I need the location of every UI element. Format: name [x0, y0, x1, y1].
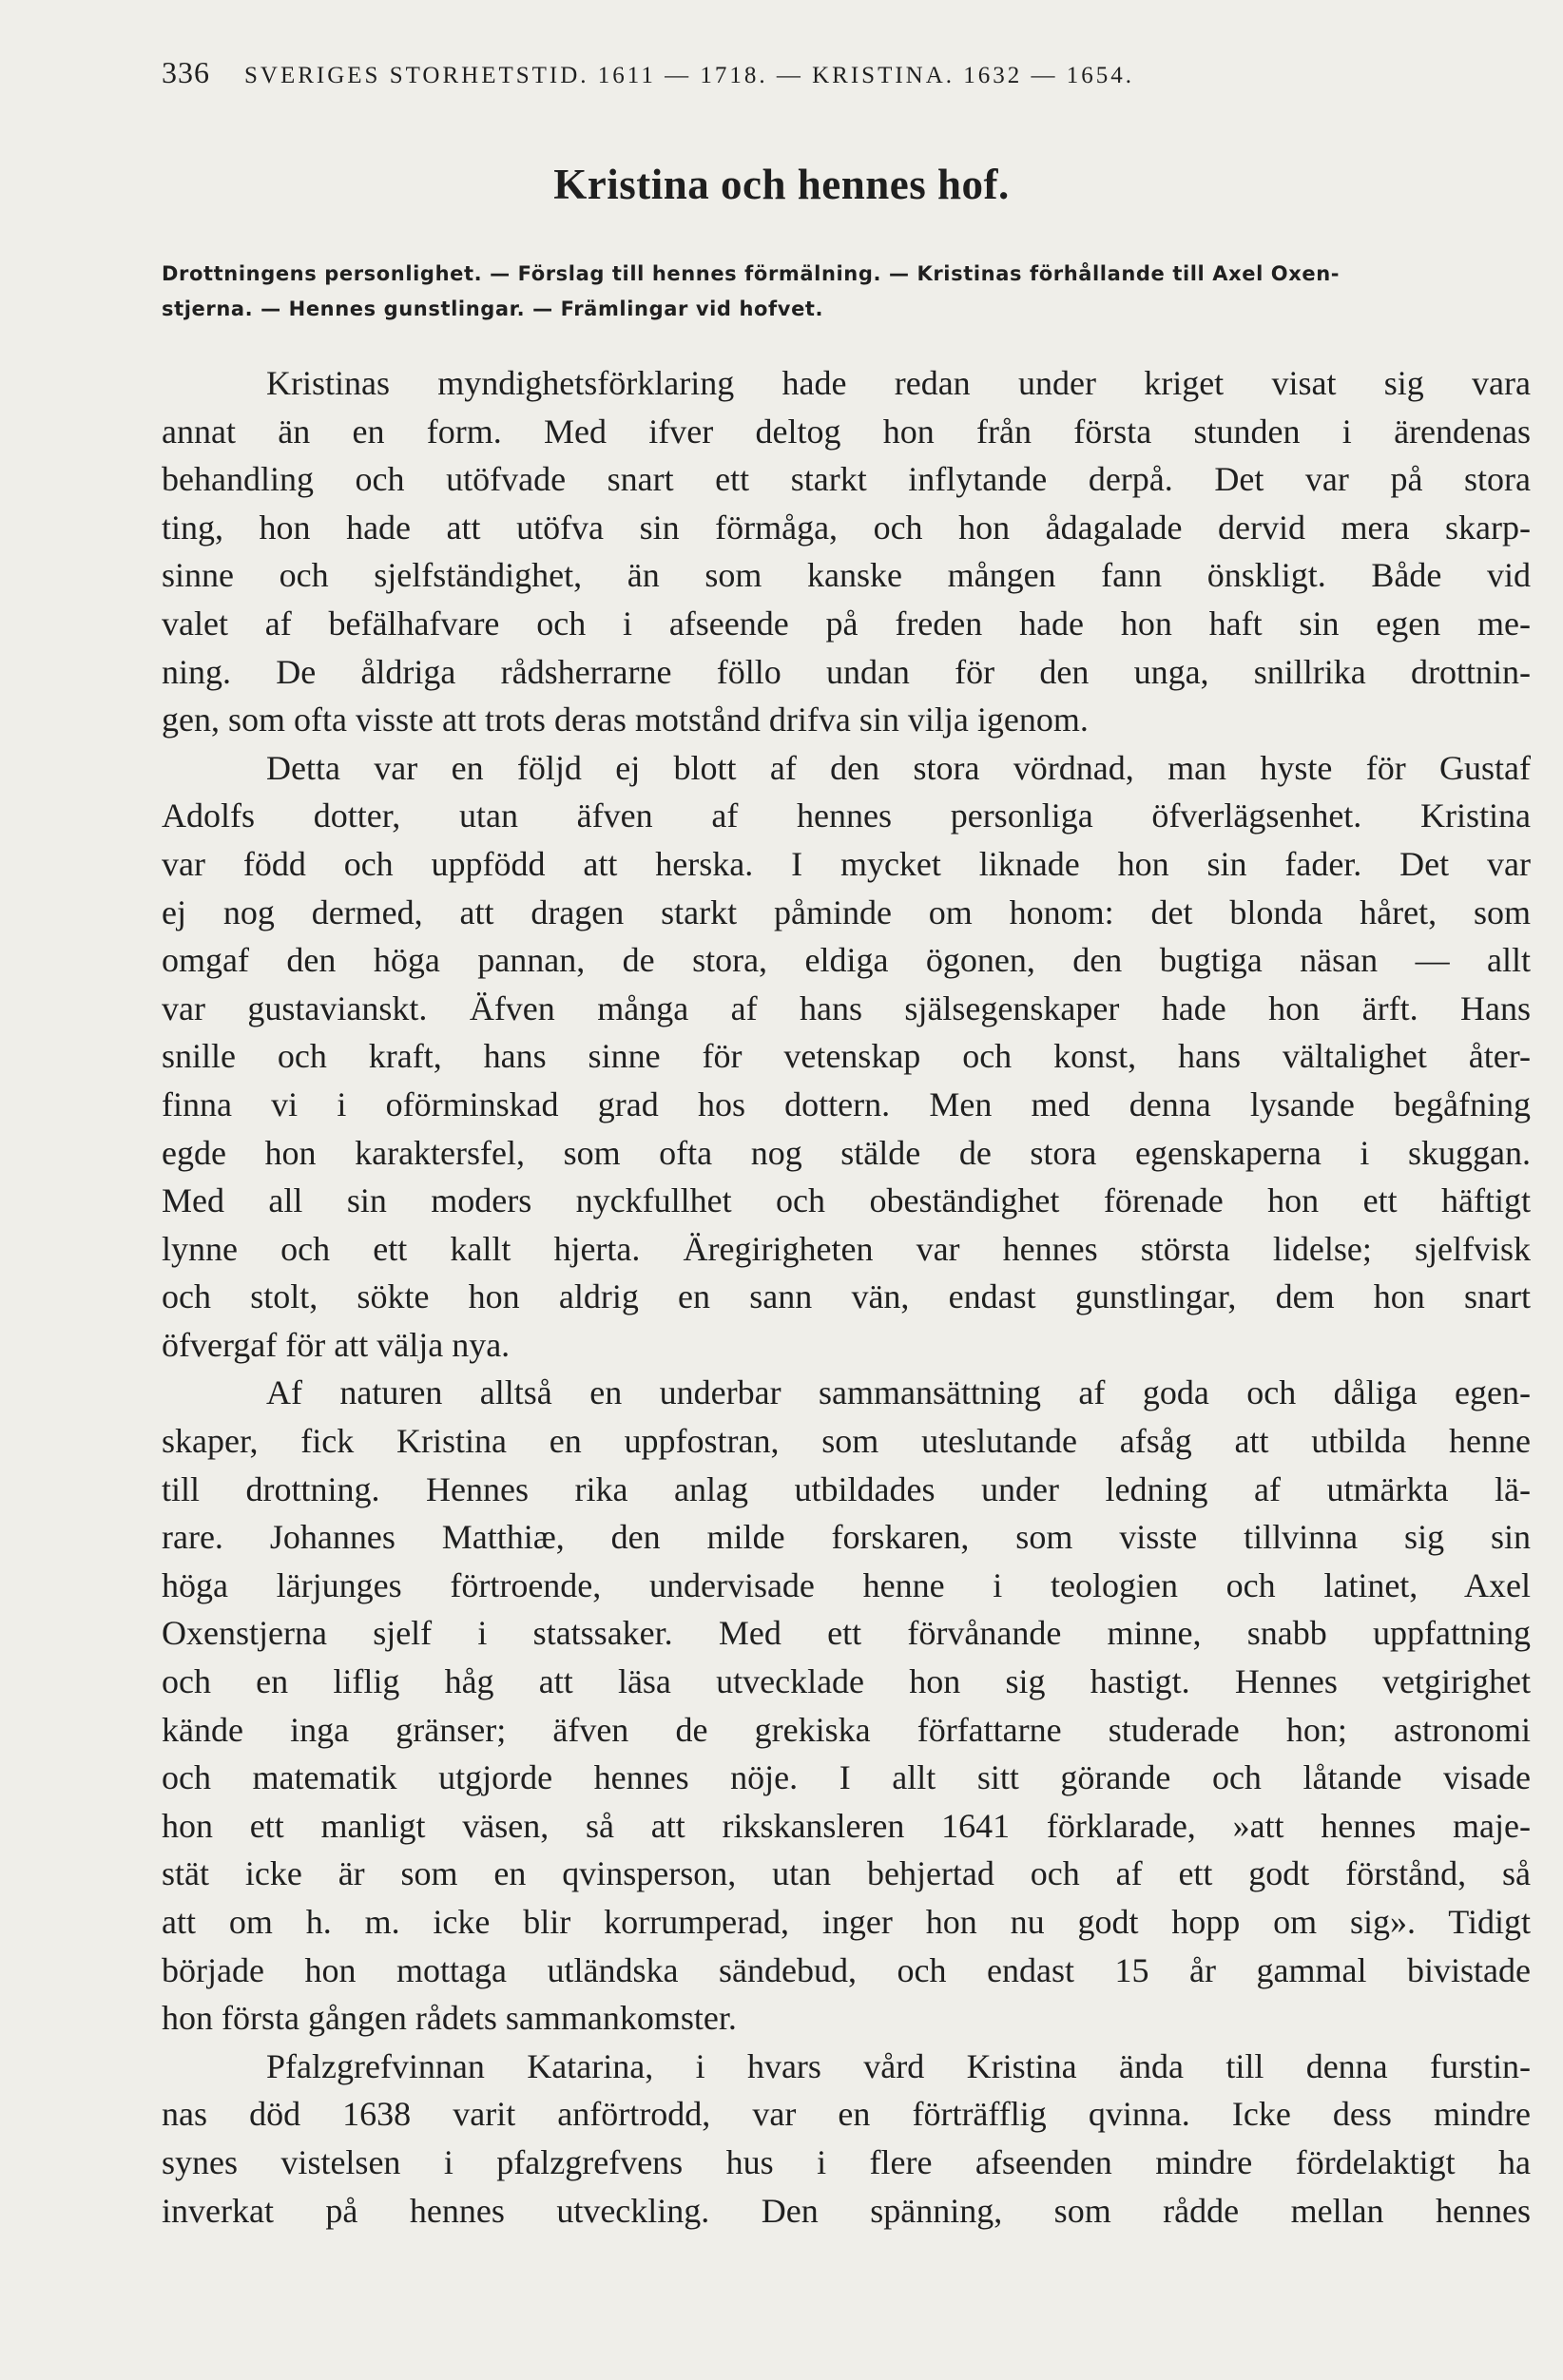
running-head — [162, 55, 1464, 93]
text-line: finna vi i oförminskad grad hos dottern. Men med denna lysande begåfning — [162, 1084, 1531, 1123]
text-line: Kristinas myndighetsförklaring hade redan under kriget visat sig vara — [266, 364, 1531, 402]
text-line: Pfalzgrefvinnan Katarina, i hvars vård Kristina ända till denna furstin- — [266, 2046, 1531, 2085]
summary-line: stjerna. — Hennes gunstlingar. — Främlingar vid hofvet. — [162, 298, 824, 320]
text-line: att om h. m. icke blir korrumperad, inger hon nu godt hopp om sig». Tidigt — [162, 1903, 1531, 1941]
text-line: och stolt, sökte hon aldrig en sann vän, endast gunstlingar, dem hon snart — [162, 1277, 1531, 1316]
text-line: skaper, fick Kristina en uppfostran, som uteslutande afsåg att utbilda henne — [162, 1422, 1531, 1461]
text-line: började hon mottaga utländska sändebud, och endast 15 år gammal bivistade — [162, 1950, 1531, 1989]
text-line: inverkat på hennes utveckling. Den spänning, som rådde mellan hennes — [162, 2191, 1531, 2230]
text-line: nas död 1638 varit anförtrodd, var en förträfflig qvinna. Icke dess mindre — [162, 2095, 1531, 2134]
page-number: 336 — [162, 55, 210, 89]
text-line: rare. Johannes Matthiæ, den milde forskaren, som visste tillvinna sig sin — [162, 1518, 1531, 1557]
text-line: kände inga gränser; äfven de grekiska författarne studerade hon; astronomi — [162, 1710, 1531, 1749]
running-title: SVERIGES STORHETSTID. 1611 — 1718. — KRISTINA. 1632 — 1654. — [244, 63, 1135, 88]
text-line: hon första gången rådets sammankomster. — [162, 1999, 737, 2038]
text-line: och matematik utgjorde hennes nöje. I allt sitt görande och låtande visade — [162, 1758, 1531, 1797]
text-line: Oxenstjerna sjelf i statssaker. Med ett förvånande minne, snabb uppfattning — [162, 1614, 1531, 1653]
text-line: ting, hon hade att utöfva sin förmåga, och hon ådagalade dervid mera skarp- — [162, 508, 1531, 547]
text-line: öfvergaf för att välja nya. — [162, 1325, 511, 1364]
text-line: behandling och utöfvade snart ett starkt inflytande derpå. Det var på stora — [162, 460, 1531, 499]
text-line: egde hon karaktersfel, som ofta nog stälde de stora egenskaperna i skuggan. — [162, 1133, 1531, 1172]
text-line: stät icke är som en qvinsperson, utan behjertad och af ett godt förstånd, så — [162, 1854, 1531, 1893]
text-line: Adolfs dotter, utan äfven af hennes personliga öfverlägsenhet. Kristina — [162, 797, 1531, 835]
chapter-title: Kristina och hennes hof. — [553, 161, 1010, 208]
text-line: snille och kraft, hans sinne för vetenskap och konst, hans vältalighet åter- — [162, 1037, 1531, 1076]
text-line: synes vistelsen i pfalzgrefvens hus i flere afseenden mindre fördelaktigt ha — [162, 2142, 1531, 2181]
text-line: sinne och sjelfständighet, än som kanske mången fann önskligt. Både vid — [162, 556, 1531, 595]
text-line: valet af befälhafvare och i afseende på freden hade hon haft sin egen me- — [162, 604, 1531, 643]
text-line: till drottning. Hennes rika anlag utbildades under ledning af utmärkta lä- — [162, 1469, 1531, 1508]
text-line: gen, som ofta visste att trots deras motstånd drifva sin vilja igenom. — [162, 701, 1089, 739]
text-line: ej nog dermed, att dragen starkt påminde om honom: det blonda håret, som — [162, 892, 1531, 931]
text-line: Detta var en följd ej blott af den stora vördnad, man hyste för Gustaf — [266, 748, 1531, 787]
chapter-summary — [162, 257, 1531, 327]
text-line: ning. De åldriga rådsherrarne föllo undan för den unga, snillrika drottnin- — [162, 652, 1531, 691]
text-line: var gustavianskt. Äfven många af hans själsegenskaper hade hon ärft. Hans — [162, 988, 1531, 1027]
text-line: hon ett manligt väsen, så att rikskansleren 1641 förklarade, »att hennes maje- — [162, 1806, 1531, 1845]
text-line: Af naturen alltså en underbar sammansättning af goda och dåliga egen- — [266, 1373, 1531, 1412]
text-line: Med all sin moders nyckfullhet och obeständighet förenade hon ett häftigt — [162, 1181, 1531, 1220]
text-line: lynne och ett kallt hjerta. Äregirigheten var hennes största lidelse; sjelfvisk — [162, 1229, 1531, 1268]
text-line: och en liflig håg att läsa utvecklade hon sig hastigt. Hennes vetgirighet — [162, 1662, 1531, 1701]
text-line: annat än en form. Med ifver deltog hon från första stunden i ärendenas — [162, 412, 1531, 451]
summary-line: Drottningens personlighet. — Förslag till hennes förmälning. — Kristinas förhållande till Axel Oxen- — [162, 262, 1341, 285]
text-line: var född och uppfödd att herska. I mycket liknade hon sin fader. Det var — [162, 844, 1531, 883]
text-line: höga lärjunges förtroende, undervisade henne i teologien och latinet, Axel — [162, 1565, 1531, 1604]
text-line: omgaf den höga pannan, de stora, eldiga ögonen, den bugtiga näsan — allt — [162, 941, 1531, 980]
body-text — [162, 359, 1531, 2235]
